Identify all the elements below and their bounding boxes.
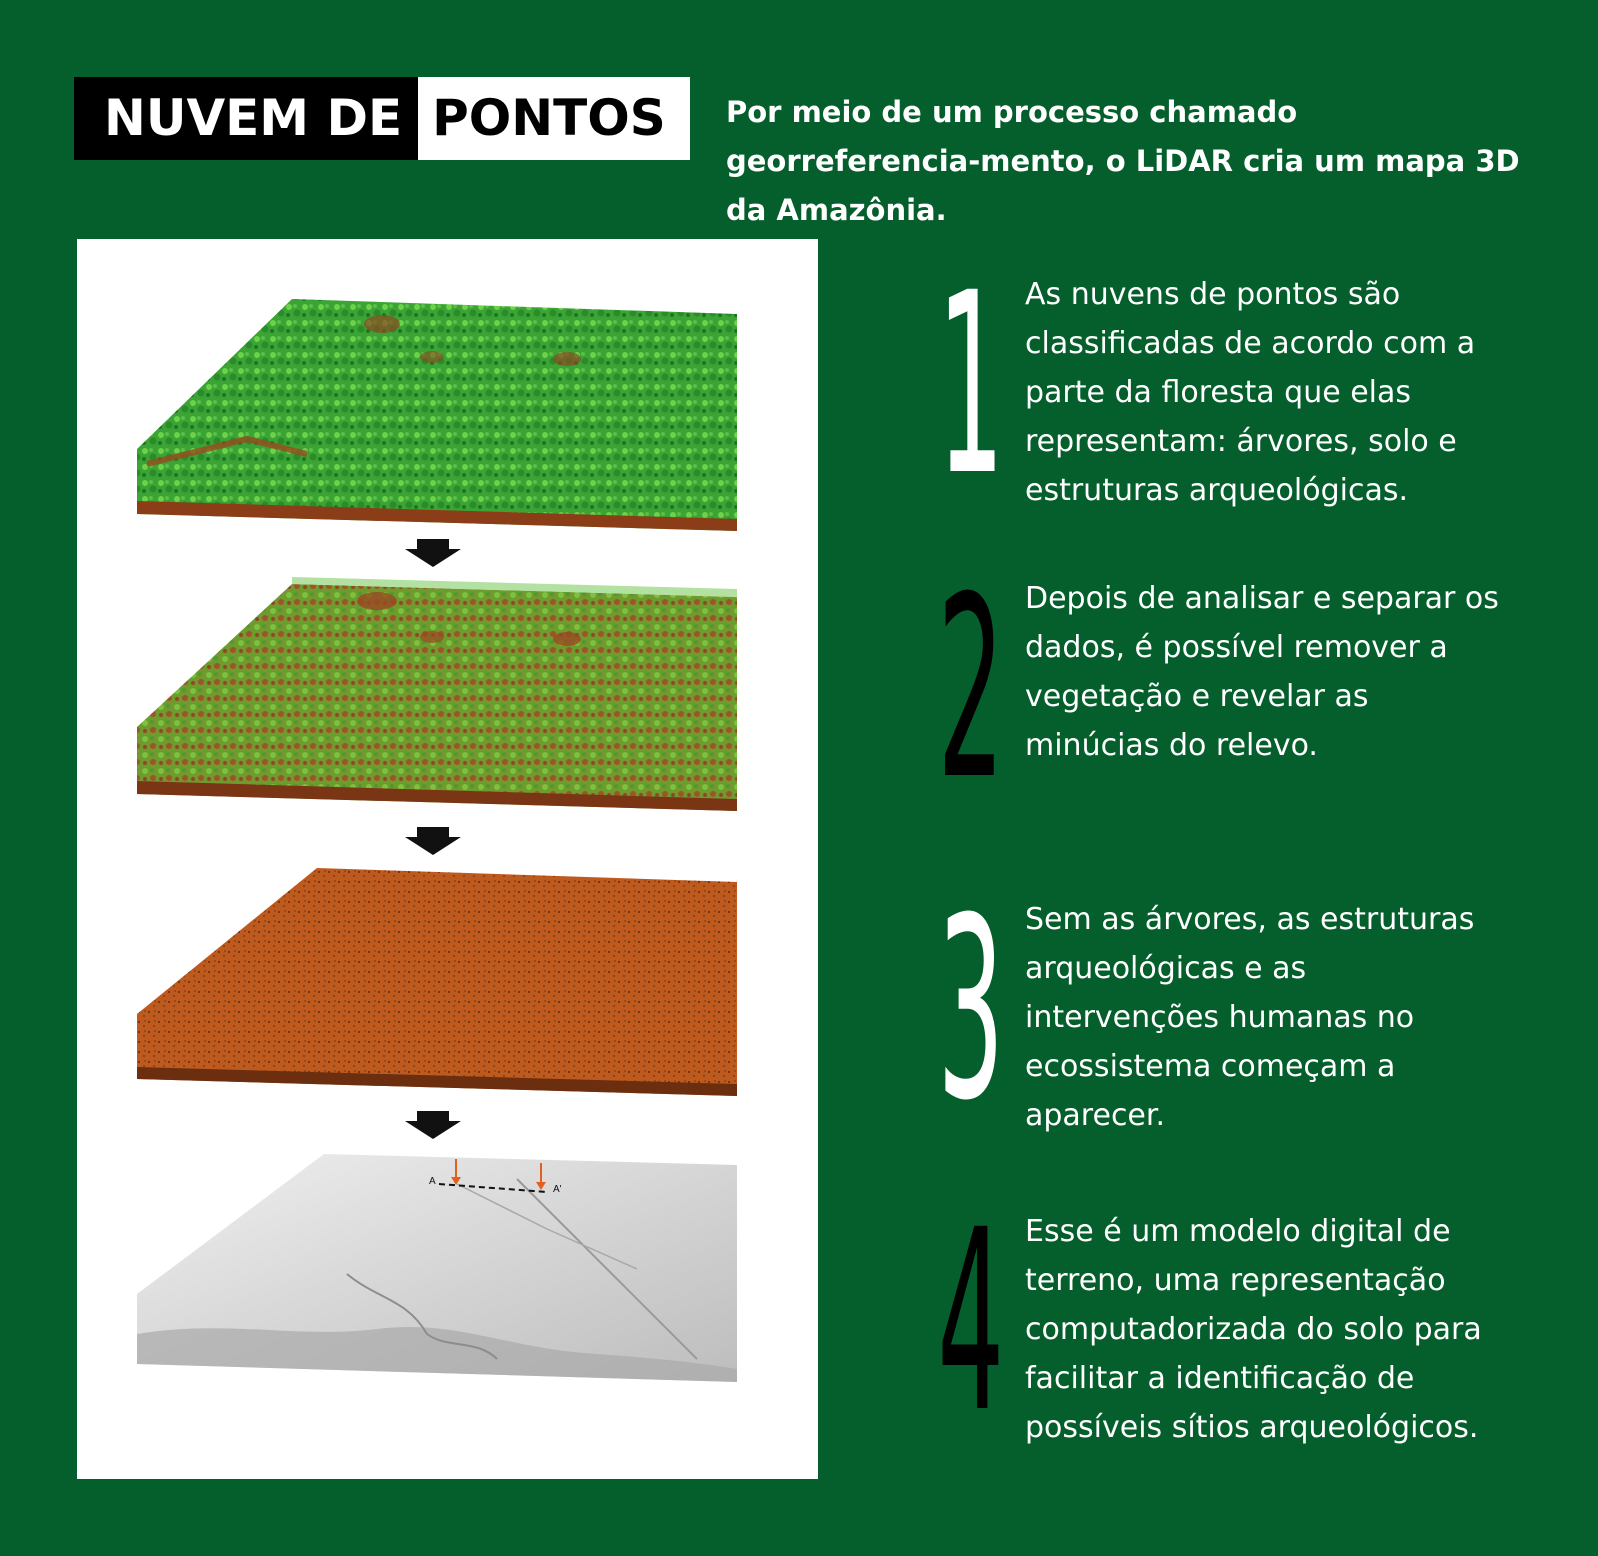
step-2-number: 2 bbox=[937, 543, 1005, 834]
step-1-text: As nuvens de pontos são classificadas de acordo com a parte da floresta que elas representam: árvores, solo e estruturas arqueológicas. bbox=[1025, 277, 1476, 508]
step-4-number: 4 bbox=[937, 1176, 1005, 1467]
step-1-number: 1 bbox=[937, 239, 1005, 530]
profile-label-end: A' bbox=[553, 1184, 562, 1195]
layer-digital-terrain-model bbox=[137, 1154, 737, 1382]
arrow-down-icon bbox=[405, 539, 461, 567]
arrow-down-icon bbox=[405, 1111, 461, 1139]
layer-soil bbox=[137, 868, 737, 1096]
title-part-1: NUVEM DE bbox=[74, 77, 418, 160]
step-3-text: Sem as árvores, as estruturas arqueológicas e as intervenções humanas no ecossistema começam a aparecer. bbox=[1025, 902, 1475, 1133]
step-2-text: Depois de analisar e separar os dados, é possível remover a vegetação e revelar as minúcias do relevo. bbox=[1025, 581, 1499, 763]
intro-text: Por meio de um processo chamado georreferencia-mento, o LiDAR cria um mapa 3D da Amazônia. bbox=[726, 95, 1520, 227]
title-box bbox=[74, 77, 690, 160]
step-3-number: 3 bbox=[937, 864, 1005, 1155]
layer-forest bbox=[137, 299, 737, 531]
lidar-figure-panel bbox=[77, 239, 818, 1479]
lidar-layers-illustration bbox=[77, 239, 818, 1479]
step-4-text: Esse é um modelo digital de terreno, uma representação computadorizada do solo para facilitar a identificação de possíveis sítios arqueológicos. bbox=[1025, 1214, 1482, 1445]
arrow-down-icon bbox=[405, 827, 461, 855]
layer-vegetation-removal bbox=[137, 577, 737, 811]
profile-label-start: A bbox=[429, 1176, 436, 1187]
title-part-2: PONTOS bbox=[418, 77, 690, 160]
